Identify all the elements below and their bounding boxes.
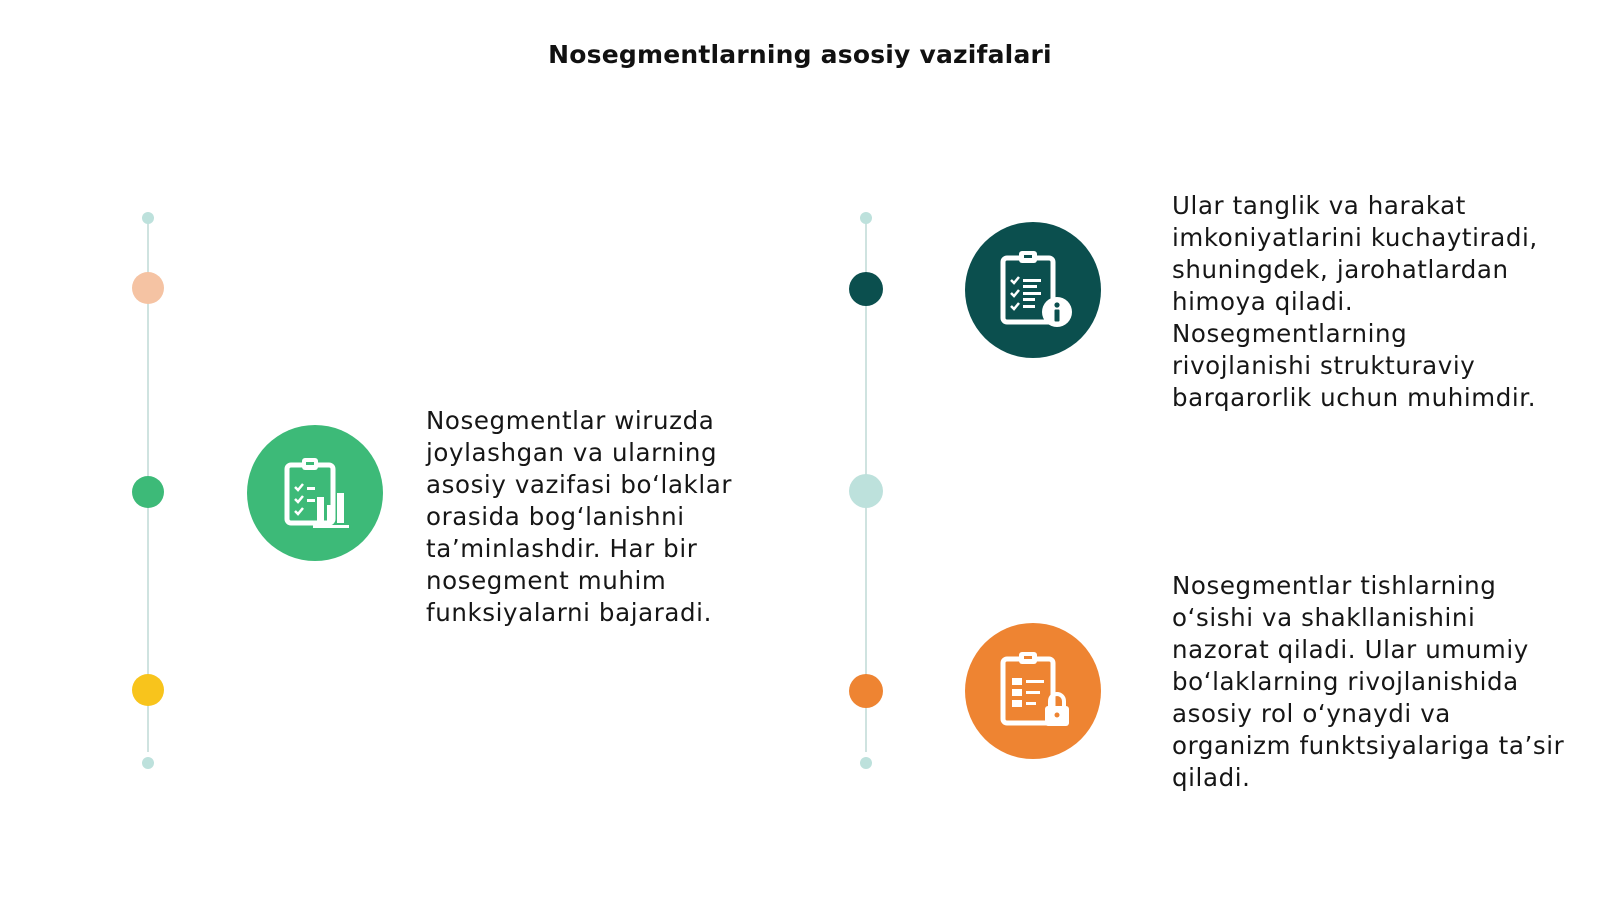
- left-timeline-top-cap: [142, 212, 154, 224]
- left-timeline-dot-green: [132, 476, 164, 508]
- left-timeline-dot-peach: [132, 272, 164, 304]
- clipboard-info-icon: [965, 222, 1101, 358]
- middle-timeline-dot-orange: [849, 674, 883, 708]
- clipboard-chart-icon: [247, 425, 383, 561]
- middle-timeline-top-cap: [860, 212, 872, 224]
- left-timeline-dot-yellow: [132, 674, 164, 706]
- item-3-description: Nosegmentlar tishlarning o‘sishi va shakllanishini nazorat qiladi. Ular umumiy bo‘laklarning rivojlanishida asosiy rol o‘ynaydi va organizm funktsiyalariga ta’sir qiladi.: [1172, 571, 1565, 792]
- middle-timeline-bottom-cap: [860, 757, 872, 769]
- page-title: Nosegmentlarning asosiy vazifalari: [548, 40, 1052, 69]
- middle-timeline-dot-light-teal: [849, 474, 883, 508]
- clipboard-lock-icon: [965, 623, 1101, 759]
- item-2-description: Ular tanglik va harakat imkoniyatlarini kuchaytiradi, shuningdek, jarohatlardan himoya qiladi. Nosegmentlarning rivojlanishi strukturaviy barqarorlik uchun muhimdir.: [1172, 191, 1538, 412]
- left-timeline-bottom-cap: [142, 757, 154, 769]
- middle-timeline-dot-teal: [849, 272, 883, 306]
- item-1-description: Nosegmentlar wiruzda joylashgan va ularning asosiy vazifasi bo‘laklar orasida bog‘lanishni ta’minlashdir. Har bir nosegment muhim funksiyalarni bajaradi.: [426, 406, 733, 627]
